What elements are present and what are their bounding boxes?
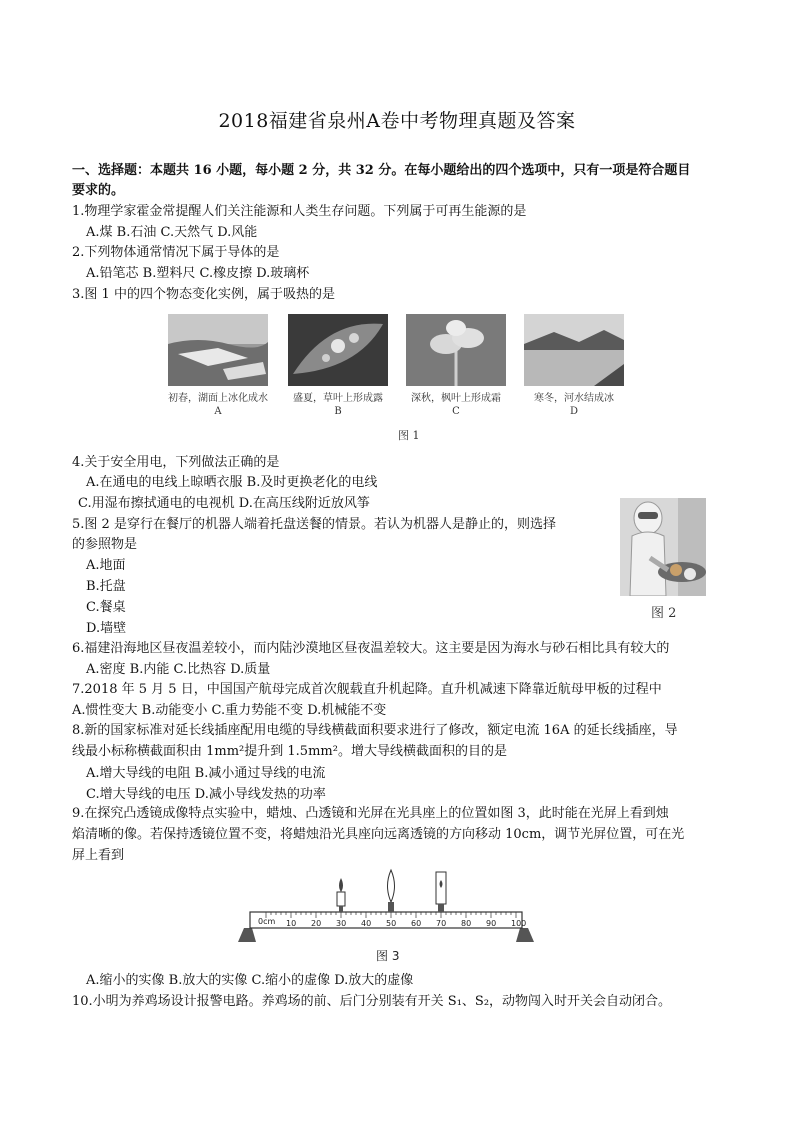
q9-stem-1: 9.在探究凸透镜成像特点实验中，蜡烛、凸透镜和光屏在光具座上的位置如图 3，此时能在光屏上看到烛	[72, 806, 669, 821]
q5-option-b: B.托盘	[86, 579, 126, 594]
q1-options: A.煤 B.石油 C.天然气 D.风能	[86, 225, 258, 240]
figure-3-label: 图 3	[376, 949, 400, 963]
fig1-caption-b: 盛夏，草叶上形成露 B	[293, 393, 383, 417]
photo-dew-on-leaf	[288, 314, 388, 386]
q8-stem-2: 线最小标称横截面积由 1mm²提升到 1.5mm²。增大导线横截面积的目的是	[72, 744, 507, 759]
q10-stem: 10.小明为养鸡场设计报警电路。养鸡场的前、后门分别装有开关 S₁、S₂，动物闯入时开关会自动闭合。	[72, 994, 672, 1009]
ruler-tick-label: 70	[436, 919, 447, 928]
q8-options-1: A.增大导线的电阻 B.减小通过导线的电流	[86, 766, 326, 781]
q4-options-2: C.用湿布擦拭通电的电视机 D.在高压线附近放风筝	[78, 496, 370, 511]
ruler-tick-label: 10	[286, 919, 297, 928]
figure-1-label: 图 1	[398, 429, 420, 442]
photo-river-freezing	[524, 314, 624, 386]
q8-options-2: C.增大导线的电压 D.减小导线发热的功率	[86, 787, 326, 802]
q3-stem: 3.图 1 中的四个物态变化实例，属于吸热的是	[72, 287, 335, 302]
photo-frost-on-leaf	[406, 314, 506, 386]
q9-stem-3: 屏上看到	[72, 848, 125, 863]
figure-2-label: 图 2	[651, 606, 677, 621]
ruler-tick-label: 90	[486, 919, 497, 928]
section-heading: 一、选择题：本题共 16 小题，每小题 2 分，共 32 分。在每小题给出的四个选项中，只有一项是符合题目	[72, 163, 691, 178]
ruler-tick-label: 60	[411, 919, 422, 928]
q6-stem: 6.福建沿海地区昼夜温差较小，而内陆沙漠地区昼夜温差较大。这主要是因为海水与砂石相比具有较大的	[72, 641, 670, 656]
candle	[337, 878, 345, 912]
fig1-caption-d: 寒冬，河水结成冰 D	[534, 393, 614, 417]
q1-stem: 1.物理学家霍金常提醒人们关注能源和人类生存问题。下列属于可再生能源的是	[72, 204, 527, 219]
optical-bench-diagram	[236, 868, 536, 964]
q7-stem: 7.2018 年 5 月 5 日，中国国产航母完成首次舰载直升机起降。直升机减速下降靠近航母甲板的过程中	[72, 682, 662, 697]
light-screen	[436, 872, 446, 912]
q5-stem-1: 5.图 2 是穿行在餐厅的机器人端着托盘送餐的情景。若认为机器人是静止的，则选择	[72, 517, 556, 532]
ruler-tick-label: 80	[461, 919, 472, 928]
robot-waiter-image	[620, 498, 706, 596]
q8-stem-1: 8.新的国家标准对延长线插座配用电缆的导线横截面积要求进行了修改，额定电流 16A 的延长线插座，导	[72, 723, 678, 738]
ruler-unit-label: 0cm	[258, 917, 276, 926]
photo-ice-melting	[168, 314, 268, 386]
fig1-caption-c: 深秋，枫叶上形成霜 C	[411, 393, 501, 417]
q6-options: A.密度 B.内能 C.比热容 D.质量	[86, 662, 271, 677]
q9-options: A.缩小的实像 B.放大的实像 C.缩小的虚像 D.放大的虚像	[86, 973, 414, 988]
fig1-caption-a: 初春，湖面上冰化成水 A	[168, 393, 268, 417]
q2-options: A.铅笔芯 B.塑料尺 C.橡皮擦 D.玻璃杯	[86, 266, 310, 281]
page-title: 2018福建省泉州A卷中考物理真题及答案	[218, 110, 576, 132]
bench-left-support	[238, 928, 256, 942]
q7-options: A.惯性变大 B.动能变小 C.重力势能不变 D.机械能不变	[72, 703, 387, 718]
q4-options-1: A.在通电的电线上晾晒衣服 B.及时更换老化的电线	[86, 475, 378, 490]
ruler-tick-label: 20	[311, 919, 322, 928]
q5-option-d: D.墙壁	[86, 621, 127, 636]
q2-stem: 2.下列物体通常情况下属于导体的是	[72, 245, 280, 260]
q5-stem-2: 的参照物是	[72, 537, 138, 552]
q4-stem: 4.关于安全用电，下列做法正确的是	[72, 455, 280, 470]
convex-lens	[388, 870, 395, 912]
ruler-tick-label: 50	[386, 919, 397, 928]
q5-option-a: A.地面	[86, 558, 126, 573]
q9-stem-2: 焰清晰的像。若保持透镜位置不变，将蜡烛沿光具座向远离透镜的方向移动 10cm，调节光屏位置，可在光	[72, 827, 685, 842]
section-heading-cont: 要求的。	[72, 183, 125, 198]
q5-option-c: C.餐桌	[86, 600, 126, 615]
ruler-tick-label: 40	[361, 919, 372, 928]
ruler-tick-label: 30	[336, 919, 347, 928]
bench-right-support	[516, 928, 534, 942]
ruler-tick-label: 100	[511, 919, 527, 928]
